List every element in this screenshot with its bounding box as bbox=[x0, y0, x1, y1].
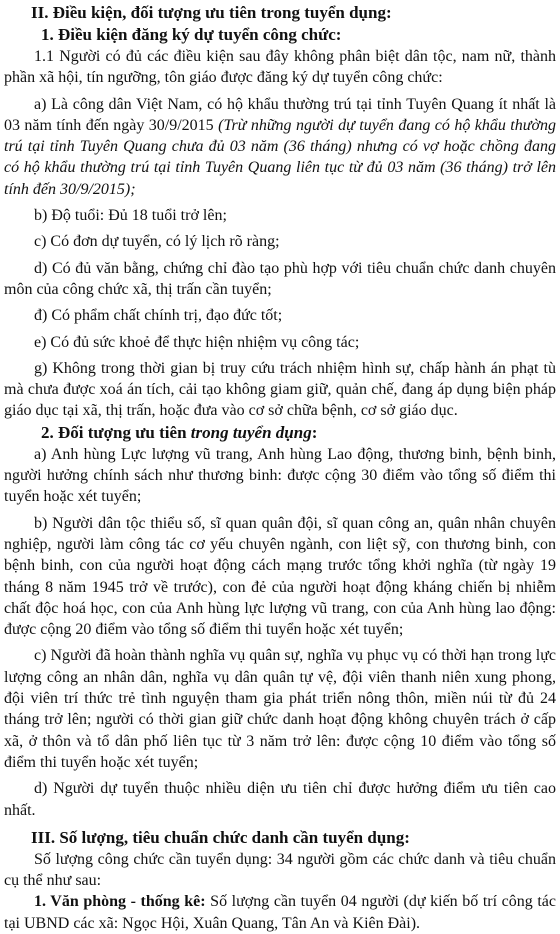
condition-b: b) Độ tuổi: Đủ 18 tuổi trở lên; bbox=[34, 207, 227, 225]
section-heading-3: III. Số lượng, tiêu chuẩn chức danh cần tuyển dụng: bbox=[31, 827, 410, 847]
section3-intro: Số lượng công chức cần tuyển dụng: 34 người gồm các chức danh và tiêu chuẩn cụ thể như sau: bbox=[4, 850, 556, 890]
priority-d: d) Người dự tuyển thuộc nhiều diện ưu tiên chỉ được hưởng điểm ưu tiên cao nhất. bbox=[4, 780, 556, 819]
priority-c: c) Người đã hoàn thành nghĩa vụ quân sự, nghĩa vụ phục vụ có thời hạn trong lực lượng công an nhân dân, nghĩa vụ dân quân tự vệ, đội viên thanh niên xung phong, đội viên trí thức trẻ tình nguyện tham gia phát triển nông thôn, miền núi từ đủ 24 tháng trở lên; người có thời gian giữ chức danh hoạt động không chuyên trách ở cấp xã, ở thôn và tổ dân phố liên tục từ 3 năm trở lên: được cộng 10 điểm vào tổng số điểm thi tuyển hoặc xét tuyển; bbox=[4, 647, 556, 771]
condition-d: d) Có đủ văn bằng, chứng chỉ đào tạo phù hợp với tiêu chuẩn chức danh chuyên môn của công chức xã, thị trấn cần tuyển; bbox=[4, 259, 556, 298]
section3-item1-text: Số lượng cần tuyển 04 người (dự kiến bố trí công tác tại UBND các xã: Ngọc Hội, Xuân Quang, Tân An và Kiên Đài). bbox=[4, 893, 556, 932]
priority-a: a) Anh hùng Lực lượng vũ trang, Anh hùng Lao động, thương binh, bệnh binh, người hưởng chính sách như thương binh: được cộng 30 điểm vào tổng số điểm thi tuyển hoặc xét tuyển; bbox=[4, 445, 556, 506]
priority-heading-part1: 2. Đối tượng ưu tiên bbox=[41, 422, 191, 442]
priority-heading-part2: trong tuyển dụng bbox=[190, 422, 312, 442]
conditions-intro: 1.1 Người có đủ các điều kiện sau đây không phân biệt dân tộc, nam nữ, thành phần xã hội, tín ngưỡng, tôn giáo được đăng ký dự tuyển công chức: bbox=[4, 48, 556, 87]
section3-item1 bbox=[4, 891, 556, 934]
condition-g: g) Không trong thời gian bị truy cứu trách nhiệm hình sự, chấp hành án phạt tù mà chưa được xoá án tích, cải tạo không giam giữ, quản chế, đang áp dụng biện pháp giáo dục tại xã, thị trấn, hoặc đưa vào cơ sở chữa bệnh, cơ sở giáo dục. bbox=[4, 359, 556, 420]
subsection-heading-priority bbox=[4, 422, 556, 444]
condition-c: c) Có đơn dự tuyển, có lý lịch rõ ràng; bbox=[34, 233, 280, 251]
priority-b: b) Người dân tộc thiểu số, sĩ quan quân đội, sĩ quan công an, quân nhân chuyên nghiệp, người làm công tác cơ yếu chuyên ngành, con liệt sỹ, con thương binh, con bệnh binh, con của người hoạt động cách mạng trước tổng khởi nghĩa (từ ngày 19 tháng 8 năm 1945 trở về trước), con đẻ của người hoạt động kháng chiến bị nhiễm chất độc hoá học, con của Anh hùng lực lượng vũ trang, con của Anh hùng lao động: được cộng 20 điểm vào tổng số điểm thi tuyển hoặc xét tuyển; bbox=[4, 514, 556, 639]
condition-a bbox=[4, 94, 556, 200]
condition-dd: đ) Có phẩm chất chính trị, đạo đức tốt; bbox=[34, 307, 283, 325]
section3-item1-title: 1. Văn phòng - thống kê: bbox=[34, 893, 206, 911]
condition-a-main: a) Là công dân Việt Nam, có hộ khẩu thường trú tại tỉnh Tuyên Quang ít nhất là 03 năm tính đến ngày 30/9/2015 bbox=[4, 95, 556, 134]
priority-heading-part3: : bbox=[311, 422, 318, 442]
subsection-heading-conditions: 1. Điều kiện đăng ký dự tuyển công chức: bbox=[41, 25, 342, 44]
condition-e: e) Có đủ sức khoẻ để thực hiện nhiệm vụ công tác; bbox=[34, 333, 360, 351]
condition-a-note: (Trừ những người dự tuyển đang có hộ khẩu thường trú tại tỉnh Tuyên Quang chưa đủ 03 năm (36 tháng) nhưng có vợ hoặc chồng đang có hộ khẩu thường trú tại tỉnh Tuyên Quang liên tục từ đủ 03 năm (36 tháng) trở lên tính đến 30/9/2015); bbox=[4, 116, 556, 198]
section-heading-2: II. Điều kiện, đối tượng ưu tiên trong tuyển dụng: bbox=[31, 3, 392, 22]
